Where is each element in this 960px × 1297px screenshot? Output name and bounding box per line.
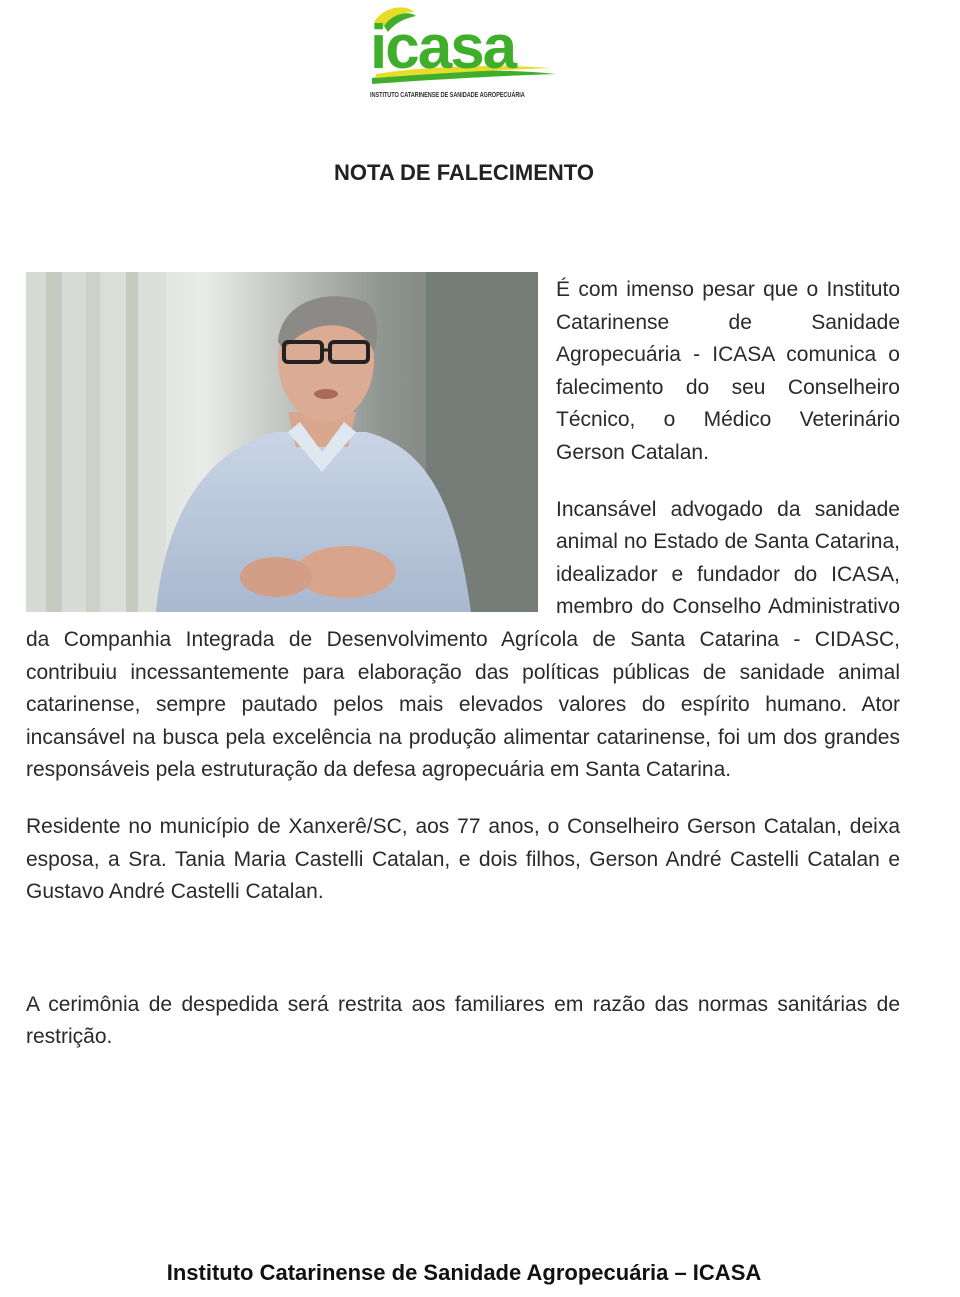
- icasa-logo: [366, 4, 562, 104]
- article-body: [26, 272, 900, 1054]
- portrait-image: [26, 272, 538, 612]
- page-title: NOTA DE FALECIMENTO: [334, 160, 594, 185]
- logo-wordmark: icasa: [370, 13, 516, 82]
- paragraph-biography: Incansável advogado da sanidade animal no Estado de Santa Catarina, idealizador e fundador do ICASA, membro do Conselho Administrativo da Companhia Integrada de Desenvolvimento Agrícola de Santa Catarina - CIDASC, contribuiu incessantemente para elaboração das políticas públicas de sanidade animal catarinense, sempre pautado pelos mais elevados valores do espírito humano. Ator incansável na busca pela excelência na produção alimentar catarinense, foi um dos grandes responsáveis pela estruturação da defesa agropecuária em Santa Catarina.: [26, 497, 900, 782]
- logo-subtitle: INSTITUTO CATARINENSE DE SANIDADE AGROPECUÁRIA: [370, 90, 525, 99]
- portrait-photo: [26, 272, 538, 612]
- paragraph-family: Residente no município de Xanxerê/SC, aos 77 anos, o Conselheiro Gerson Catalan, deixa esposa, a Sra. Tania Maria Castelli Catalan, e dois filhos, Gerson André Castelli Catalan e Gustavo André Castelli Catalan.: [26, 814, 900, 904]
- footer-signature: Instituto Catarinense de Sanidade Agropecuária – ICASA: [166, 1260, 762, 1285]
- icasa-logo-mark: [366, 4, 562, 90]
- paragraph-ceremony: A cerimônia de despedida será restrita aos familiares em razão das normas sanitárias de restrição.: [26, 992, 900, 1049]
- paragraph-intro: É com imenso pesar que o Instituto Catarinense de Sanidade Agropecuária - ICASA comunica o falecimento do seu Conselheiro Técnico, o Médico Veterinário Gerson Catalan.: [556, 278, 900, 464]
